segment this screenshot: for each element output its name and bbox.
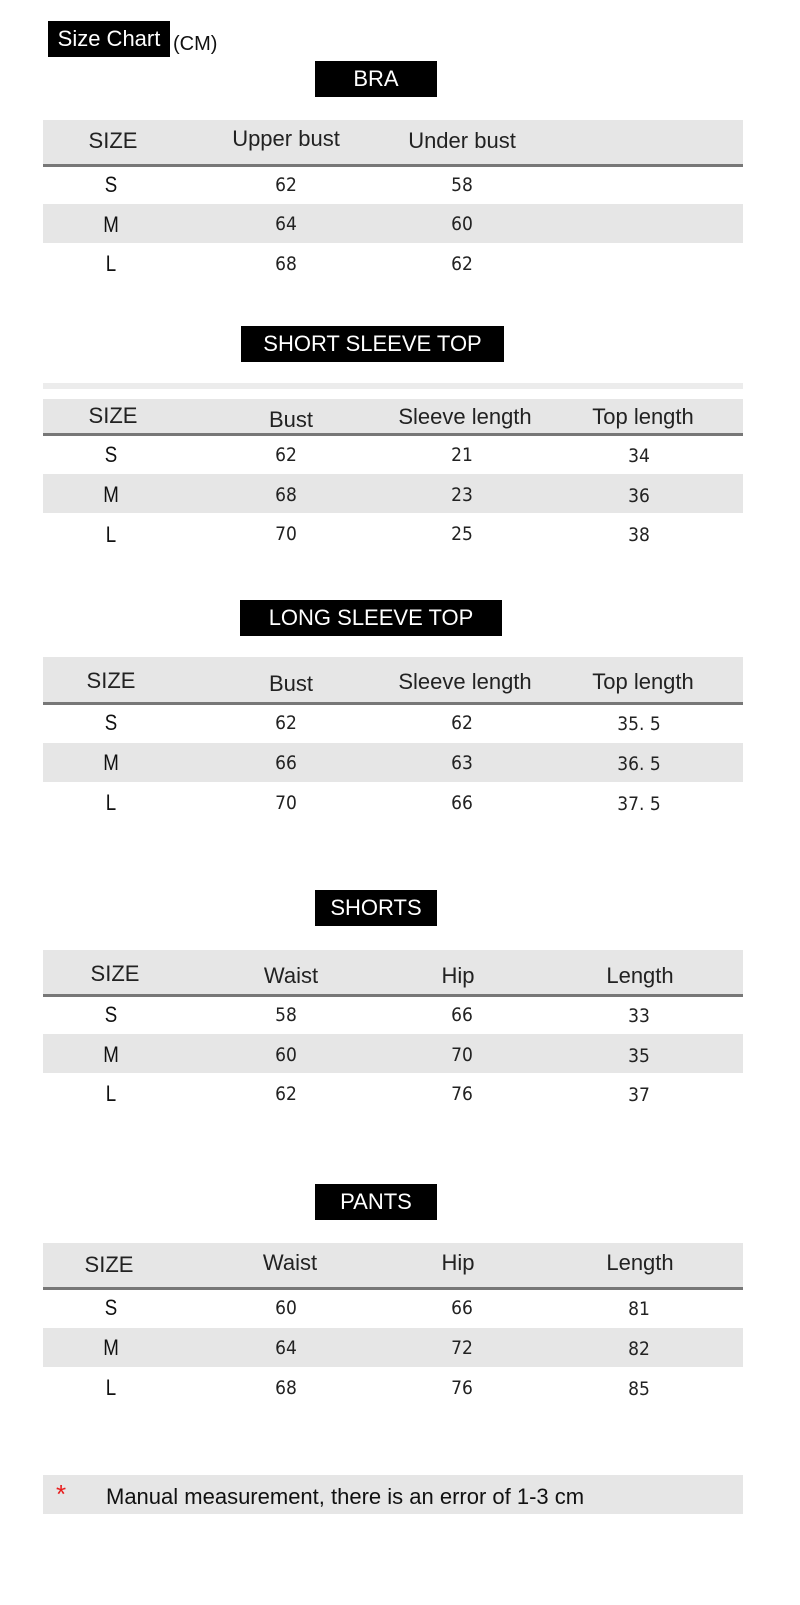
column-header: Sleeve length xyxy=(398,669,532,694)
size-cell: L xyxy=(105,522,117,547)
column-header: SIZE xyxy=(84,1252,134,1277)
size-cell: M xyxy=(103,750,119,775)
column-header: Bust xyxy=(268,671,314,696)
section-title-long-sleeve-top: LONG SLEEVE TOP xyxy=(240,600,502,636)
size-cell: M xyxy=(103,482,119,507)
value-cell: 66 xyxy=(451,1004,473,1026)
value-cell: 60 xyxy=(275,1044,297,1066)
value-cell: 25 xyxy=(451,523,473,545)
value-cell: 62 xyxy=(451,712,473,734)
size-cell: L xyxy=(105,251,117,276)
value-cell: 68 xyxy=(275,484,297,506)
value-cell: 68 xyxy=(275,1377,297,1399)
header-rule xyxy=(43,994,743,997)
value-cell: 68 xyxy=(275,253,297,275)
column-header: Under bust xyxy=(408,128,516,153)
value-cell: 36 xyxy=(628,485,650,507)
value-cell: 62 xyxy=(275,174,297,196)
column-header: Hip xyxy=(441,963,475,988)
value-cell: 37. 5 xyxy=(617,793,661,815)
divider xyxy=(43,383,743,389)
value-cell: 35 xyxy=(628,1045,650,1067)
column-header: Length xyxy=(606,1250,674,1275)
size-cell: M xyxy=(103,1042,119,1067)
header-rule xyxy=(43,433,743,436)
column-header: Top length xyxy=(592,669,694,694)
size-cell: M xyxy=(103,212,119,237)
measurement-note: Manual measurement, there is an error of 1-3 cm xyxy=(106,1484,585,1509)
value-cell: 33 xyxy=(628,1005,650,1027)
size-cell: S xyxy=(104,442,118,467)
section-title-bra: BRA xyxy=(315,61,437,97)
value-cell: 64 xyxy=(275,1337,297,1359)
value-cell: 38 xyxy=(628,524,650,546)
column-header: Length xyxy=(606,963,674,988)
value-cell: 85 xyxy=(628,1378,650,1400)
section-title-short-sleeve-top: SHORT SLEEVE TOP xyxy=(241,326,504,362)
column-header: Upper bust xyxy=(232,126,340,151)
value-cell: 62 xyxy=(451,253,473,275)
value-cell: 62 xyxy=(275,1083,297,1105)
column-header: Hip xyxy=(441,1250,475,1275)
column-header: SIZE xyxy=(88,403,138,428)
size-cell: L xyxy=(105,1081,117,1106)
value-cell: 58 xyxy=(275,1004,297,1026)
size-cell: M xyxy=(103,1335,119,1360)
column-header: Sleeve length xyxy=(398,404,532,429)
value-cell: 76 xyxy=(451,1083,473,1105)
asterisk-icon: * xyxy=(56,1479,67,1509)
section-title-shorts: SHORTS xyxy=(315,890,437,926)
value-cell: 62 xyxy=(275,444,297,466)
value-cell: 81 xyxy=(628,1298,650,1320)
value-cell: 66 xyxy=(275,752,297,774)
section-title-pants: PANTS xyxy=(315,1184,437,1220)
size-cell: S xyxy=(104,1002,118,1027)
size-cell: L xyxy=(105,1375,117,1400)
value-cell: 82 xyxy=(628,1338,650,1360)
header-rule xyxy=(43,1287,743,1290)
value-cell: 36. 5 xyxy=(617,753,661,775)
value-cell: 70 xyxy=(275,792,297,814)
value-cell: 70 xyxy=(275,523,297,545)
column-header: Waist xyxy=(263,963,319,988)
size-chart-title: Size Chart xyxy=(48,21,170,57)
value-cell: 66 xyxy=(451,792,473,814)
column-header: Bust xyxy=(268,407,314,432)
value-cell: 72 xyxy=(451,1337,473,1359)
value-cell: 70 xyxy=(451,1044,473,1066)
size-cell: S xyxy=(104,1295,118,1320)
column-header: Waist xyxy=(262,1250,318,1275)
value-cell: 66 xyxy=(451,1297,473,1319)
column-header: Top length xyxy=(592,404,694,429)
size-cell: S xyxy=(104,710,118,735)
value-cell: 62 xyxy=(275,712,297,734)
value-cell: 35. 5 xyxy=(617,713,661,735)
value-cell: 60 xyxy=(451,213,473,235)
value-cell: 63 xyxy=(451,752,473,774)
value-cell: 21 xyxy=(451,444,473,466)
header-rule xyxy=(43,702,743,705)
size-cell: S xyxy=(104,172,118,197)
value-cell: 58 xyxy=(451,174,473,196)
unit-label: (CM) xyxy=(173,33,218,55)
header-rule xyxy=(43,164,743,167)
value-cell: 37 xyxy=(628,1084,650,1106)
value-cell: 34 xyxy=(628,445,650,467)
value-cell: 60 xyxy=(275,1297,297,1319)
column-header: SIZE xyxy=(86,668,136,693)
value-cell: 76 xyxy=(451,1377,473,1399)
size-cell: L xyxy=(105,790,117,815)
value-cell: 23 xyxy=(451,484,473,506)
column-header: SIZE xyxy=(88,128,138,153)
value-cell: 64 xyxy=(275,213,297,235)
column-header: SIZE xyxy=(90,961,140,986)
